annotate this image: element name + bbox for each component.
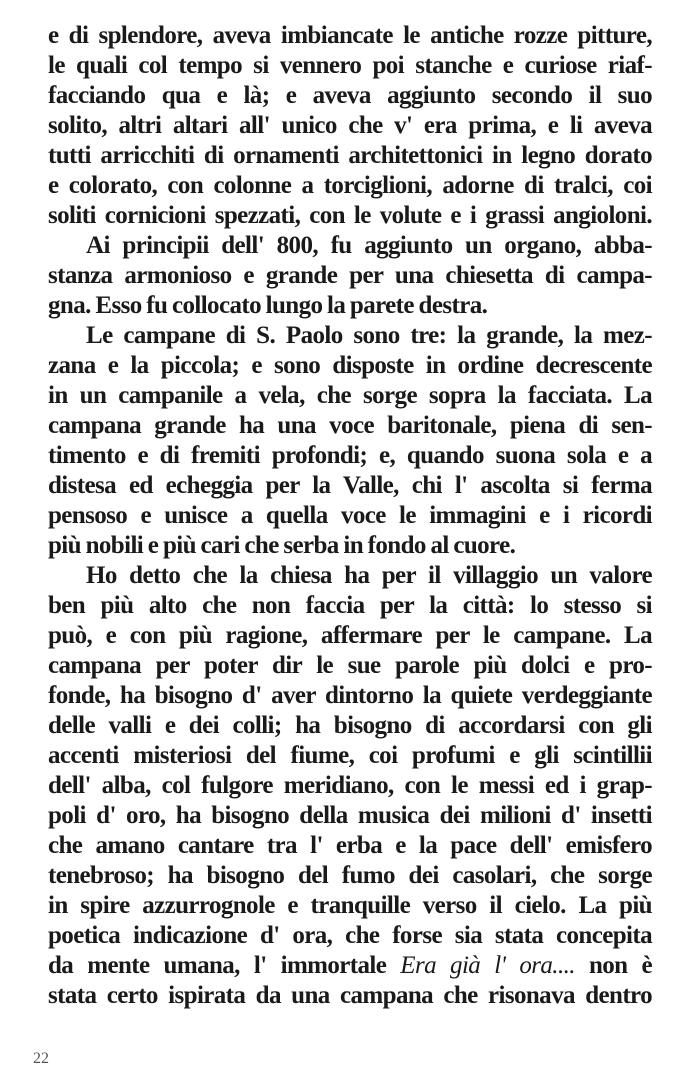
text-line: può, e con più ragione, affermare per le campane. La — [48, 622, 652, 649]
text-line: tutti arricchiti di ornamenti architettonici in legno dorato — [48, 142, 652, 169]
text-line: tenebroso; ha bisogno del fumo dei casolari, che sorge — [48, 862, 652, 889]
text-line: Ho detto che la chiesa ha per il villaggio un valore — [86, 562, 652, 589]
text-line: delle valli e dei colli; ha bisogno di accordarsi con gli — [48, 712, 652, 739]
text-line: Ai principii dell' 800, fu aggiunto un organo, abba- — [86, 232, 652, 259]
text-line: dell' alba, col fulgore meridiano, con le messi ed i grap- — [48, 772, 652, 799]
italic-quote: Era già l' ora.... — [400, 952, 575, 979]
text-line: poetica indicazione d' ora, che forse sia stata concepita — [48, 922, 652, 949]
paragraph-4 — [48, 561, 652, 1011]
text-line: timento e di fremiti profondi; e, quando suona sola e a — [48, 442, 652, 469]
paragraph-1 — [48, 21, 652, 231]
text-line: poli d' oro, ha bisogno della musica dei milioni d' insetti — [48, 802, 652, 829]
text-line: e colorato, con colonne a torciglioni, adorne di tralci, coi — [48, 172, 652, 199]
text-line: solito, altri altari all' unico che v' era prima, e li aveva — [48, 112, 652, 139]
text-line: stata certo ispirata da una campana che risonava dentro — [48, 982, 652, 1009]
text-line: ben più alto che non faccia per la città: lo stesso si — [48, 592, 652, 619]
text-line: accenti misteriosi del fiume, coi profumi e gli scintillii — [48, 742, 652, 769]
text-line: e di splendore, aveva imbiancate le antiche rozze pitture, — [48, 22, 652, 49]
book-page-text — [48, 21, 652, 1011]
text-line: campana per poter dir le sue parole più dolci e pro- — [48, 652, 652, 679]
text-line: campana grande ha una voce baritonale, piena di sen- — [48, 412, 652, 439]
text-line-with-quote — [48, 951, 652, 981]
text-line: pensoso e unisce a quella voce le immagini e i ricordi — [48, 502, 652, 529]
text-segment: non è — [574, 952, 652, 979]
text-line: in un campanile a vela, che sorge sopra la facciata. La — [48, 382, 652, 409]
text-line: facciando qua e là; e aveva aggiunto secondo il suo — [48, 82, 652, 109]
paragraph-3 — [48, 321, 652, 561]
text-line: gna. Esso fu collocato lungo la parete destra. — [48, 292, 488, 319]
text-line: distesa ed echeggia per la Valle, chi l' ascolta si ferma — [48, 472, 652, 499]
text-line: le quali col tempo si vennero poi stanche e curiose riaf- — [48, 52, 652, 79]
text-segment: da mente umana, l' immortale — [48, 952, 401, 979]
page-number: 22 — [33, 1050, 49, 1067]
text-line: che amano cantare tra l' erba e la pace dell' emisfero — [48, 832, 652, 859]
text-line: stanza armonioso e grande per una chiesetta di campa- — [48, 262, 652, 289]
text-line: più nobili e più cari che serba in fondo al cuore. — [48, 532, 516, 559]
text-line: fonde, ha bisogno d' aver dintorno la quiete verdeggiante — [48, 682, 652, 709]
text-line: Le campane di S. Paolo sono tre: la grande, la mez- — [86, 322, 652, 349]
text-line: zana e la piccola; e sono disposte in ordine decrescente — [48, 352, 652, 379]
text-line: soliti cornicioni spezzati, con le volute e i grassi angioloni. — [48, 202, 652, 229]
text-line: in spire azzurrognole e tranquille verso il cielo. La più — [48, 892, 652, 919]
paragraph-2 — [48, 231, 652, 321]
